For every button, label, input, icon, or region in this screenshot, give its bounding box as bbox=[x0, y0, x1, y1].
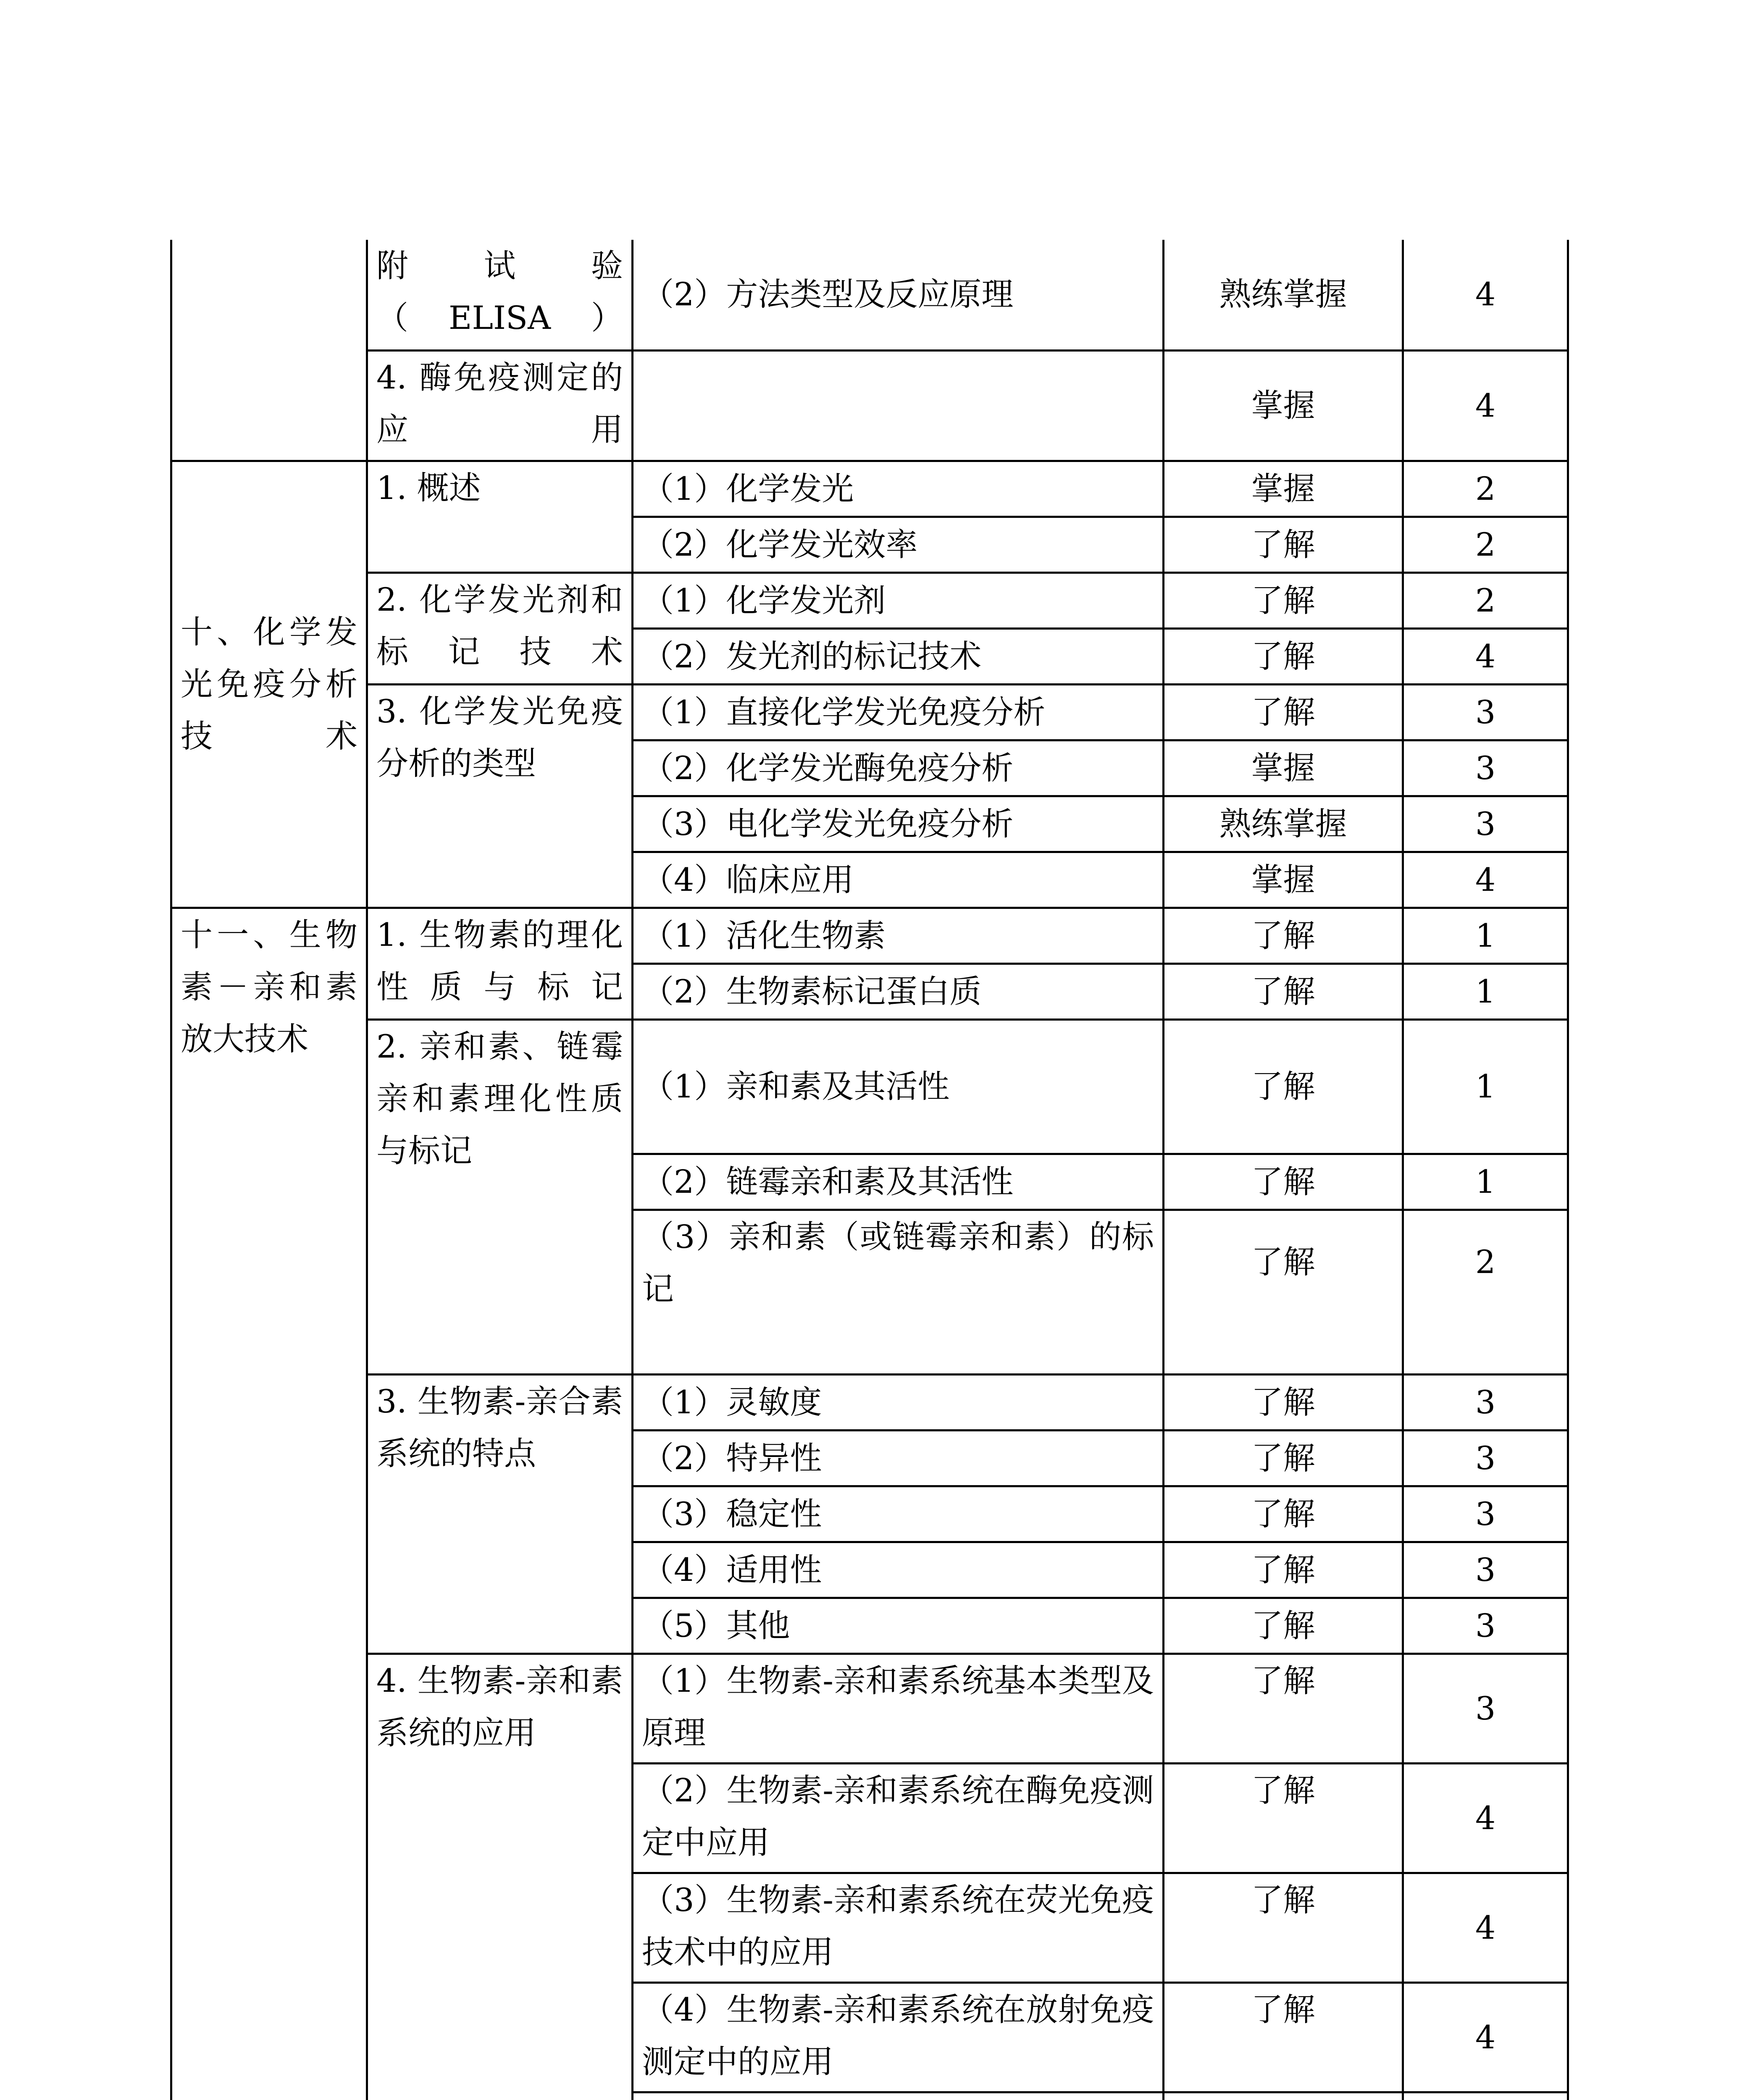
topic-cell: 3. 化学发光免疫分析的类型 bbox=[367, 684, 633, 908]
requirement-cell: 了解 bbox=[1164, 1374, 1403, 1430]
content-cell: （1）直接化学发光免疫分析 bbox=[633, 684, 1164, 740]
hours-cell: 1 bbox=[1403, 908, 1568, 963]
requirement-cell: 了解 bbox=[1164, 517, 1403, 572]
content-cell: （4）适用性 bbox=[633, 1542, 1164, 1598]
hours-cell: 4 bbox=[1403, 1873, 1568, 1982]
topic-cell: 3. 生物素-亲合素系统的特点 bbox=[367, 1374, 633, 1654]
requirement-cell: 了解 bbox=[1164, 684, 1403, 740]
table-row bbox=[171, 1374, 1568, 1430]
content-cell: （3）亲和素（或链霉亲和素）的标记 bbox=[633, 1210, 1164, 1374]
topic-cell: 4. 酶免疫测定的应用 bbox=[367, 350, 633, 461]
table-row bbox=[171, 908, 1568, 963]
content-cell: （2）生物素标记蛋白质 bbox=[633, 963, 1164, 1019]
content-cell: （1）亲和素及其活性 bbox=[633, 1019, 1164, 1154]
requirement-cell: 了解 bbox=[1164, 1982, 1403, 2092]
content-cell: （2）化学发光酶免疫分析 bbox=[633, 740, 1164, 796]
hours-cell: 3 bbox=[1403, 1374, 1568, 1430]
section-cell: 十、化学发光免疫分析技术 bbox=[171, 461, 367, 908]
requirement-cell: 了解 bbox=[1164, 1873, 1403, 1982]
hours-cell: 4 bbox=[1403, 240, 1568, 350]
requirement-cell: 了解 bbox=[1164, 1763, 1403, 1873]
content-cell: （2）生物素-亲和素系统在酶免疫测定中应用 bbox=[633, 1763, 1164, 1873]
requirement-cell: 熟练掌握 bbox=[1164, 796, 1403, 852]
syllabus-table bbox=[170, 240, 1569, 2100]
hours-cell: 4 bbox=[1403, 1763, 1568, 1873]
requirement-cell: 了解 bbox=[1164, 1486, 1403, 1542]
content-cell: （1）生物素-亲和素系统基本类型及原理 bbox=[633, 1654, 1164, 1763]
requirement-cell: 了解 bbox=[1164, 1019, 1403, 1154]
requirement-cell: 了解 bbox=[1164, 1598, 1403, 1654]
content-cell: （2）方法类型及反应原理 bbox=[633, 240, 1164, 350]
content-cell: （3）生物素-亲和素系统在荧光免疫技术中的应用 bbox=[633, 1873, 1164, 1982]
content-cell bbox=[633, 350, 1164, 461]
content-cell: （1）化学发光 bbox=[633, 461, 1164, 517]
requirement-cell: 熟练掌握 bbox=[1164, 240, 1403, 350]
hours-cell: 3 bbox=[1403, 1654, 1568, 1763]
content-cell: （1）灵敏度 bbox=[633, 1374, 1164, 1430]
section-cell bbox=[171, 240, 367, 461]
requirement-cell: 了解 bbox=[1164, 1430, 1403, 1486]
table-row bbox=[171, 572, 1568, 628]
requirement-cell: 了解 bbox=[1164, 1654, 1403, 1763]
table-row bbox=[171, 350, 1568, 461]
hours-cell: 1 bbox=[1403, 963, 1568, 1019]
section-cell: 十一、生物素－亲和素放大技术 bbox=[171, 908, 367, 2100]
requirement-cell bbox=[1164, 2092, 1403, 2100]
requirement-cell: 了解 bbox=[1164, 1210, 1403, 1374]
hours-cell: 2 bbox=[1403, 1210, 1568, 1374]
requirement-cell: 了解 bbox=[1164, 1542, 1403, 1598]
content-cell: （4）临床应用 bbox=[633, 852, 1164, 908]
hours-cell: 3 bbox=[1403, 740, 1568, 796]
requirement-cell: 了解 bbox=[1164, 628, 1403, 684]
content-cell: （2）链霉亲和素及其活性 bbox=[633, 1154, 1164, 1210]
topic-cell: 2. 化学发光剂和标记技术 bbox=[367, 572, 633, 684]
requirement-cell: 掌握 bbox=[1164, 461, 1403, 517]
hours-cell: 3 bbox=[1403, 1430, 1568, 1486]
requirement-cell: 掌握 bbox=[1164, 740, 1403, 796]
hours-cell: 2 bbox=[1403, 517, 1568, 572]
hours-cell: 4 bbox=[1403, 1982, 1568, 2092]
content-cell: （2）发光剂的标记技术 bbox=[633, 628, 1164, 684]
requirement-cell: 了解 bbox=[1164, 572, 1403, 628]
content-cell: （4）生物素-亲和素系统在放射免疫测定中的应用 bbox=[633, 1982, 1164, 2092]
hours-cell: 3 bbox=[1403, 1598, 1568, 1654]
topic-cell: 1. 概述 bbox=[367, 461, 633, 572]
content-cell: （1）活化生物素 bbox=[633, 908, 1164, 963]
hours-cell: 3 bbox=[1403, 796, 1568, 852]
requirement-cell: 了解 bbox=[1164, 908, 1403, 963]
hours-cell: 4 bbox=[1403, 852, 1568, 908]
content-cell: （3）稳定性 bbox=[633, 1486, 1164, 1542]
content-cell: （2）化学发光效率 bbox=[633, 517, 1164, 572]
hours-cell: 1 bbox=[1403, 1154, 1568, 1210]
hours-cell bbox=[1403, 2092, 1568, 2100]
hours-cell: 1 bbox=[1403, 1019, 1568, 1154]
hours-cell: 2 bbox=[1403, 572, 1568, 628]
hours-cell: 4 bbox=[1403, 350, 1568, 461]
hours-cell: 3 bbox=[1403, 684, 1568, 740]
topic-cell: 2. 亲和素、链霉亲和素理化性质与标记 bbox=[367, 1019, 633, 1374]
hours-cell: 4 bbox=[1403, 628, 1568, 684]
hours-cell: 3 bbox=[1403, 1542, 1568, 1598]
requirement-cell: 掌握 bbox=[1164, 350, 1403, 461]
content-cell: （3）电化学发光免疫分析 bbox=[633, 796, 1164, 852]
topic-cell: 1. 生物素的理化性质与标记 bbox=[367, 908, 633, 1019]
topic-cell: 4. 生物素-亲和素系统的应用 bbox=[367, 1654, 633, 2100]
table-row bbox=[171, 684, 1568, 740]
table-row bbox=[171, 1019, 1568, 1154]
requirement-cell: 了解 bbox=[1164, 1154, 1403, 1210]
content-cell: （5）其他 bbox=[633, 1598, 1164, 1654]
table-row bbox=[171, 461, 1568, 517]
table-row bbox=[171, 1654, 1568, 1763]
table-row bbox=[171, 240, 1568, 350]
requirement-cell: 了解 bbox=[1164, 963, 1403, 1019]
requirement-cell: 掌握 bbox=[1164, 852, 1403, 908]
content-cell bbox=[633, 2092, 1164, 2100]
hours-cell: 2 bbox=[1403, 461, 1568, 517]
content-cell: （2）特异性 bbox=[633, 1430, 1164, 1486]
topic-cell: 附 试 验（ELISA） bbox=[367, 240, 633, 350]
hours-cell: 3 bbox=[1403, 1486, 1568, 1542]
content-cell: （1）化学发光剂 bbox=[633, 572, 1164, 628]
